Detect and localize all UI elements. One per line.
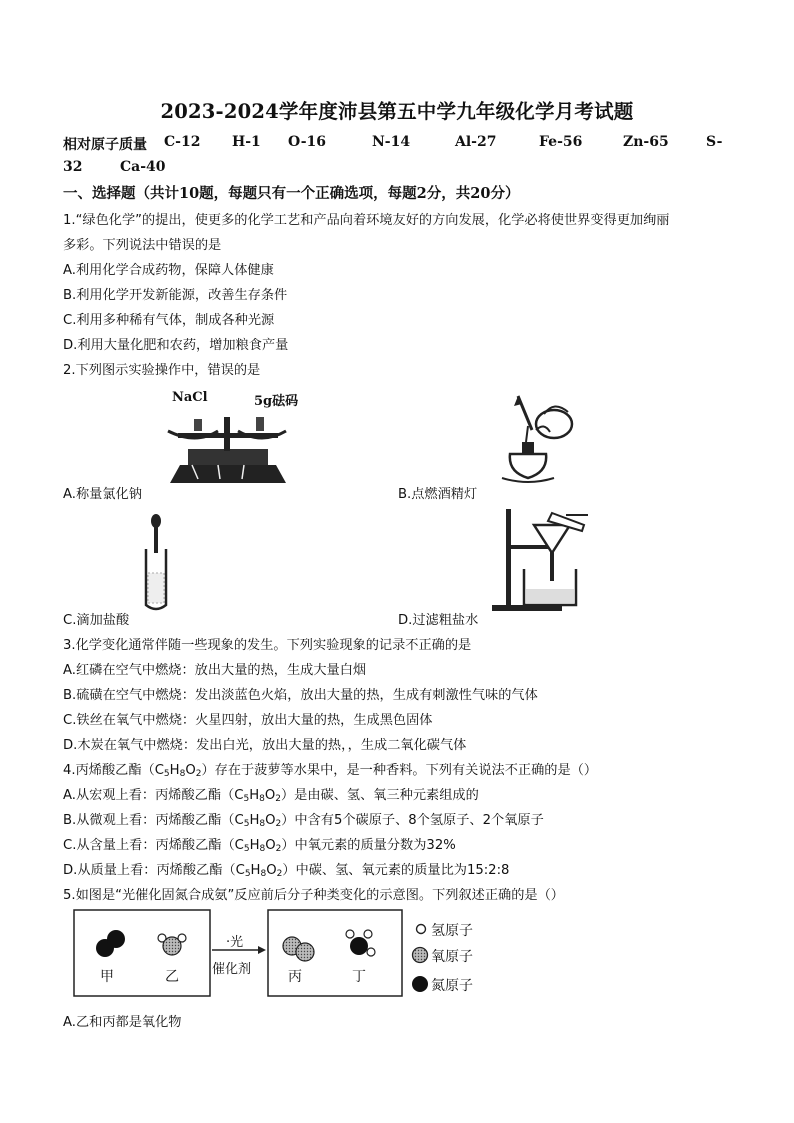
legend-o-icon [411, 946, 429, 964]
dropper-test-tube-figure [140, 513, 172, 613]
q1-option-d: D.利用大量化肥和农药，增加粮食产量 [63, 338, 289, 353]
q2-option-d: D.过滤粗盐水 [398, 613, 479, 628]
atomic-mass-c: C-12 [164, 134, 201, 150]
arrow-label-catalyst: 催化剂 [212, 962, 252, 977]
label-bing: 丙 [288, 969, 302, 985]
q4-stem: 4.丙烯酸乙酯$(C_5H_8O_2)$存在于菠萝等水果中，是一种香料。下列有关说法不正确的是（） [63, 763, 598, 779]
fig-nacl-label: NaCl [172, 390, 208, 405]
section-heading: 一、选择题（共计10题，每题只有一个正确选项，每题2分，共20分） [63, 185, 520, 202]
atomic-mass-label: 相对原子质量 [63, 137, 147, 153]
atomic-mass-h: H-1 [232, 134, 261, 150]
q1-option-c: C.利用多种稀有气体，制成各种光源 [63, 313, 275, 328]
fig-weight-label: 5g砝码 [254, 394, 299, 409]
reactants-box [74, 910, 210, 996]
q4-option-c: C.从含量上看：丙烯酸乙酯$(C_5H_8O_2)$中氧元素的质量分数为32% [63, 838, 456, 854]
h-atom [364, 930, 372, 938]
q3-option-a: A.红磷在空气中燃烧：放出大量的热，生成大量白烟 [63, 663, 367, 678]
q3-stem: 3.化学变化通常伴随一些现象的发生。下列实验现象的记录不正确的是 [63, 638, 472, 653]
n-atom [107, 930, 125, 948]
q3-option-b: B.硫磺在空气中燃烧：发出淡蓝色火焰，放出大量的热，生成有刺激性气味的气体 [63, 688, 538, 703]
reaction-diagram [72, 908, 404, 1000]
atomic-mass-n: N-14 [372, 134, 411, 150]
legend-h-label: 氢原子 [431, 923, 473, 939]
h-atom [367, 948, 375, 956]
q4-option-d: D.从质量上看：丙烯酸乙酯$(C_5H_8O_2)$中碳、氢、氧元素的质量比为15:2:8 [63, 863, 510, 879]
atomic-mass-al: Al-27 [455, 134, 497, 150]
h-atom [346, 930, 354, 938]
alcohol-lamp-figure [488, 390, 580, 486]
arrow-label-light: ·光 [226, 935, 244, 950]
filtration-figure [488, 505, 592, 613]
legend-o-label: 氧原子 [431, 949, 473, 965]
page-title: 2023-2024学年度沛县第五中学九年级化学月考试题 [160, 100, 634, 123]
legend-n-label: 氮原子 [431, 978, 473, 994]
q3-option-c: C.铁丝在氧气中燃烧：火星四射，放出大量的热，生成黑色固体 [63, 713, 433, 728]
q5-stem: 5.如图是“光催化固氮合成氨”反应前后分子种类变化的示意图。下列叙述正确的是（） [63, 888, 564, 903]
q5-option-a: A.乙和丙都是氧化物 [63, 1015, 182, 1030]
q4-option-a: A.从宏观上看：丙烯酸乙酯$(C_5H_8O_2)$是由碳、氢、氧三种元素组成的 [63, 788, 479, 804]
label-ding: 丁 [352, 969, 366, 985]
q2-option-c: C.滴加盐酸 [63, 613, 130, 628]
atomic-mass-o: O-16 [288, 134, 327, 150]
atomic-mass-s: S- [706, 134, 723, 150]
atomic-mass-fe: Fe-56 [539, 134, 583, 150]
q1-option-b: B.利用化学开发新能源，改善生存条件 [63, 288, 288, 303]
balance-figure [158, 405, 298, 487]
h-atom [178, 934, 186, 942]
atomic-mass-zn: Zn-65 [623, 134, 669, 150]
q4-option-b: B.从微观上看：丙烯酸乙酯$(C_5H_8O_2)$中含有5个碳原子、8个氢原子、2个氧原子 [63, 813, 544, 829]
q3-option-d: D.木炭在氧气中燃烧：发出白光，放出大量的热，，生成二氧化碳气体 [63, 738, 467, 753]
q1-option-a: A.利用化学合成药物，保障人体健康 [63, 263, 274, 278]
atomic-mass-s-value: 32 [63, 159, 83, 175]
legend-h-icon [414, 922, 428, 936]
o-atom [296, 943, 314, 961]
q2-option-b: B.点燃酒精灯 [398, 487, 478, 502]
legend-n-icon [411, 975, 429, 993]
n-atom [350, 937, 368, 955]
q2-option-a: A.称量氯化钠 [63, 487, 142, 502]
label-jia: 甲 [100, 969, 114, 985]
q1-stem-line2: 多彩。下列说法中错误的是 [63, 238, 222, 253]
q2-stem: 2.下列图示实验操作中，错误的是 [63, 363, 261, 378]
label-yi: 乙 [165, 969, 179, 985]
q1-stem-line1: 1.“绿色化学”的提出，使更多的化学工艺和产品向着环境友好的方向发展，化学必将使世界变得更加绚丽 [63, 213, 670, 228]
atomic-mass-ca: Ca-40 [120, 159, 166, 175]
